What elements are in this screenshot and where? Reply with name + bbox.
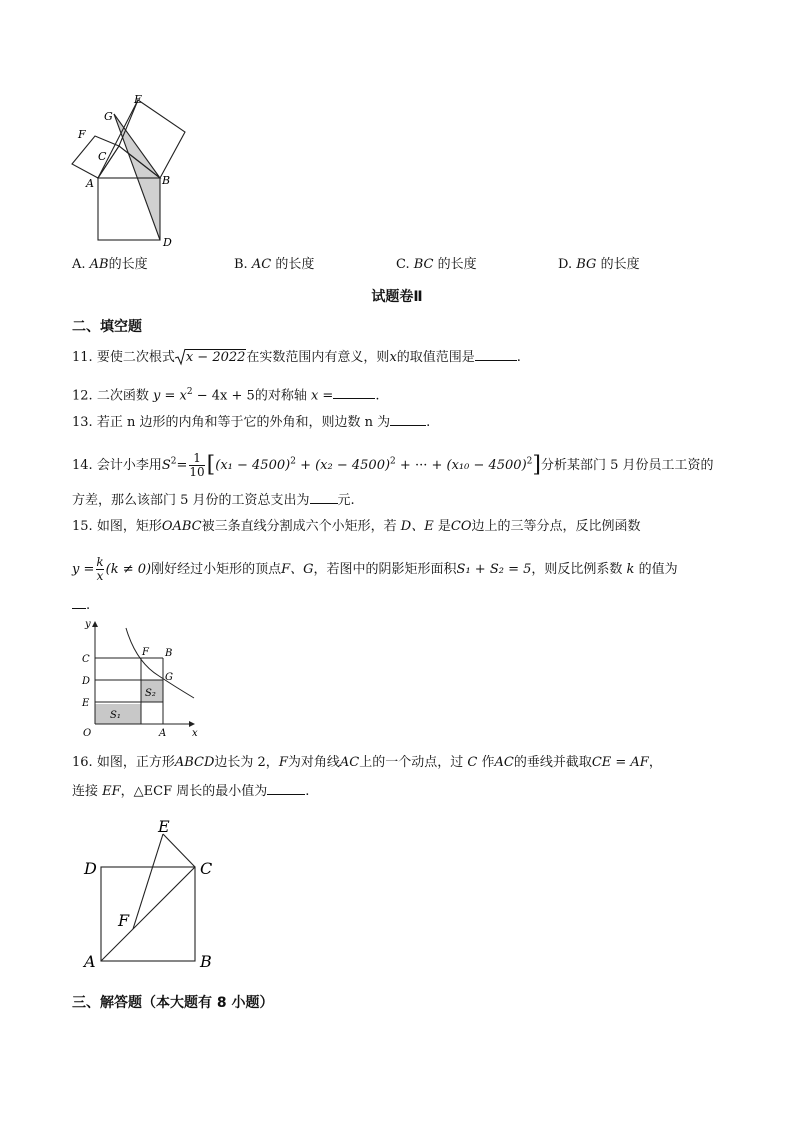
label-b: B — [162, 174, 171, 187]
label-f: F — [78, 128, 86, 141]
square-on-ac — [72, 136, 119, 178]
question-16: 16. 如图，正方形ABCD边长为 2，F为对角线AC上的一个动点，过 C 作AC的垂线并截取CE = AF， — [72, 755, 662, 770]
figure-q16 — [76, 812, 226, 972]
option-a: A. AB的长度 — [72, 257, 148, 272]
section-2-heading: 二、填空题 — [72, 319, 142, 335]
label-s2: S₂ — [145, 688, 156, 699]
question-12: 12. 二次函数 $y = x^2 - 4x + 5$的对称轴 x = . — [72, 387, 380, 404]
label-f: F — [118, 911, 130, 930]
label-o: O — [83, 728, 92, 739]
paper-title: 试题卷Ⅱ — [371, 289, 423, 305]
label-b: B — [165, 648, 173, 659]
answer-blank-16[interactable] — [267, 782, 305, 795]
option-d: D. BG 的长度 — [558, 257, 640, 272]
question-11: 11. 要使二次根式 x − 2022在实数范围内有意义，则x的取值范围是 . — [72, 350, 521, 365]
answer-blank-13[interactable] — [390, 413, 426, 426]
answer-blank-11[interactable] — [475, 348, 517, 361]
label-a: A — [84, 952, 96, 971]
question-16-line2: 连接 EF，△ECF 周长的最小值为 . — [72, 784, 310, 799]
label-e: E — [134, 93, 143, 106]
option-b: B. AC 的长度 — [234, 257, 315, 272]
label-b: B — [200, 952, 212, 971]
figure-q10 — [62, 92, 202, 252]
label-d: D — [82, 676, 91, 687]
sqrt-sign — [175, 348, 186, 366]
question-14-line2: 方差，那么该部门 5 月份的工资总支出为 元. — [72, 493, 355, 508]
answer-blank-12[interactable] — [333, 386, 375, 399]
label-e: E — [158, 817, 170, 836]
label-c: C — [82, 654, 90, 665]
label-c: C — [200, 859, 213, 878]
figure-q15 — [74, 614, 204, 740]
label-x: x — [192, 728, 198, 739]
label-y: y — [85, 619, 91, 630]
segment-ce — [163, 834, 195, 867]
answer-blank-14[interactable] — [310, 491, 338, 504]
label-a: A — [159, 728, 167, 739]
label-d: D — [163, 236, 172, 249]
option-c: C. BC 的长度 — [396, 257, 477, 272]
question-15-line3: . — [72, 596, 90, 615]
label-c: C — [98, 150, 107, 163]
label-d: D — [84, 859, 97, 878]
question-13: 13. 若正 n 边形的内角和等于它的外角和，则边数 n 为 . — [72, 415, 431, 430]
question-15-line2: y = $\frac{k}{x}$ (k ≠ 0)刚好经过小矩形的顶点F、G，若图中的阴影矩形面积S₁ + S₂ = 5，则反比例系数 k 的值为 — [72, 555, 678, 583]
label-a: A — [86, 177, 94, 190]
label-f: F — [142, 647, 149, 658]
section-3-heading: 三、解答题（本大题有 8 小题） — [72, 995, 274, 1011]
label-s1: S₁ — [110, 710, 121, 721]
answer-blank-15[interactable] — [72, 596, 86, 609]
label-e: E — [82, 698, 90, 709]
label-g: G — [165, 672, 173, 683]
question-14: 14. 会计小李用$S^2=$ $\frac{1}{10}$ [$(x_1 - 4500)^2 + (x_2 - 4500)^2$ + ··· + $(x_{10} - 4500)^2$]分析某部门 5 月份员工工资的 — [72, 451, 714, 479]
label-g: G — [104, 110, 113, 123]
question-15: 15. 如图，矩形OABC被三条直线分割成六个小矩形，若 D、E 是CO边上的三等分点，反比例函数 — [72, 519, 641, 534]
